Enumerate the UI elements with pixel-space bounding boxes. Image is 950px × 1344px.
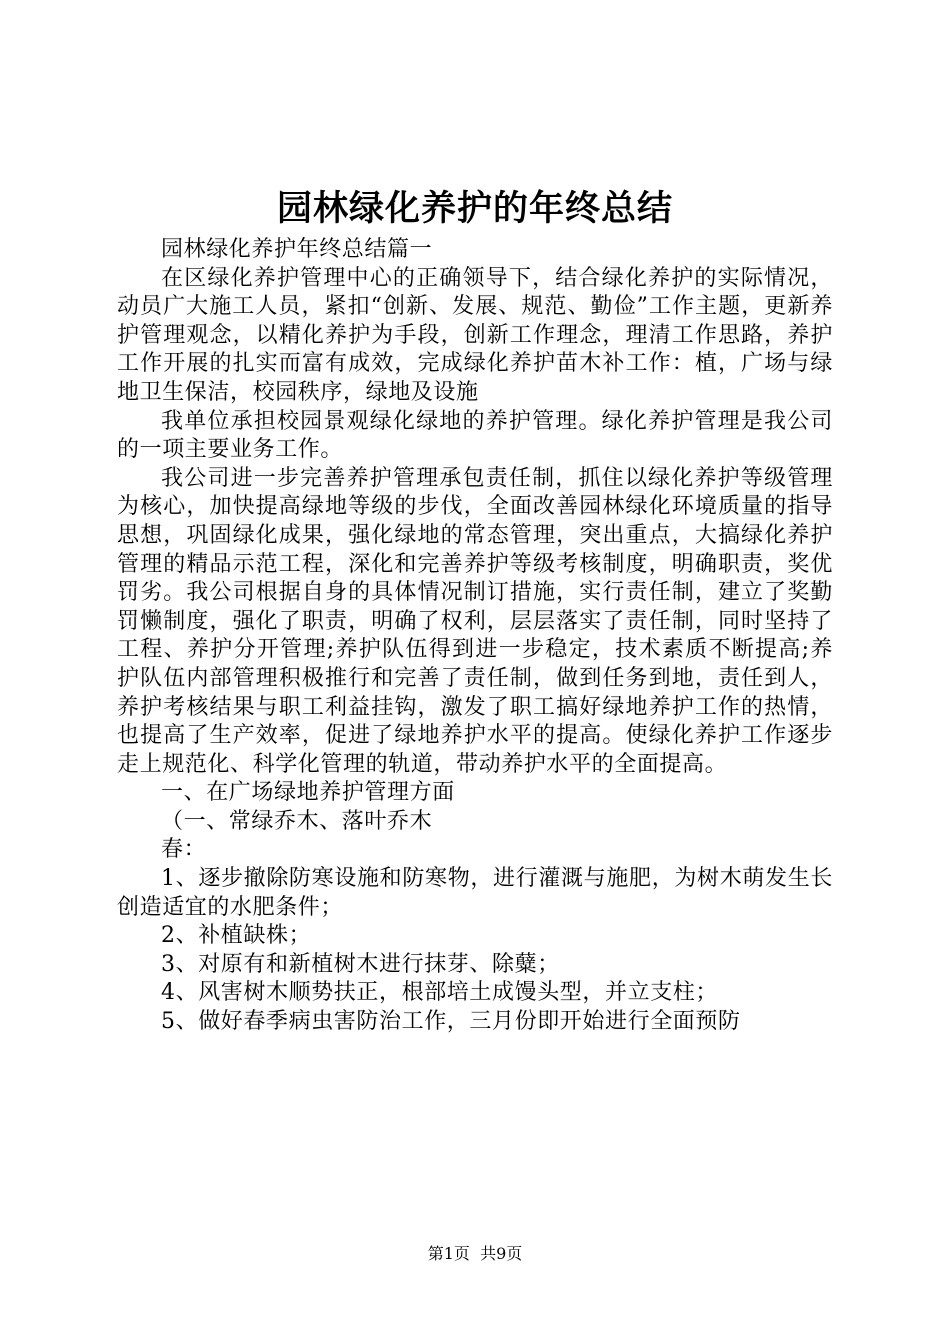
page-number-label: 第1页 共9页 (427, 1244, 523, 1263)
document-body (117, 236, 833, 1037)
section-heading: 园林绿化养护年终总结篇一 (161, 237, 433, 262)
page-footer (0, 1243, 950, 1265)
list-item: 5、做好春季病虫害防治工作，三月份即开始进行全面预防 (161, 1009, 741, 1035)
paragraph-unit: 我单位承担校园景观绿化绿地的养护管理。绿化养护管理是我公司的一项主要业务工作。 (117, 408, 833, 463)
paragraph-responsibility: 我公司进一步完善养护管理承包责任制，抓住以绿化养护等级管理为核心，加快提高绿地等级的步伐，全面改善园林绿化环境质量的指导思想，巩固绿化成果，强化绿地的常态管理，突出重点，大搞绿化养护管理的精品示范工程，深化和完善养护等级考核制度，明确职责，奖优罚劣。我公司根据自身的具体情况制订措施，实行责任制，建立了奖勤罚懒制度，强化了职责，明确了权利，层层落实了责任制，同时坚持了工程、养护分开管理;养护队伍得到进一步稳定，技术素质不断提高;养护队伍内部管理积极推行和完善了责任制，做到任务到地，责任到人，养护考核结果与职工利益挂钩，激发了职工搞好绿地养护工作的热情，也提高了生产效率，促进了绿地养护水平的提高。使绿化养护工作逐步走上规范化、科学化管理的轨道，带动养护水平的全面提高。 (117, 465, 833, 777)
document-title: 园林绿化养护的年终总结 (276, 189, 673, 229)
heading-square-greenland: 一、在广场绿地养护管理方面 (161, 780, 455, 806)
list-item: 4、风害树木顺势扶正，根部培土成馒头型，并立支柱； (161, 980, 718, 1006)
list-item: 3、对原有和新植树木进行抹芽、除糵； (161, 951, 560, 977)
subheading-spring: 春： (161, 837, 207, 863)
list-item: 1、逐步撤除防寒设施和防寒物，进行灌溉与施肥，为树木萌发生长创造适宜的水肥条件； (117, 866, 833, 920)
subheading-trees: （一、常绿乔木、落叶乔木 (161, 808, 433, 834)
paragraph-intro: 在区绿化养护管理中心的正确领导下，结合绿化养护的实际情况，动员广大施工人员，紧扣“创新、发展、规范、勤俭”工作主题，更新养护管理观念，以精化养护为手段，创新工作理念，理清工作思路，养护工作开展的扎实而富有成效，完成绿化养护苗木补工作：植，广场与绿地卫生保洁，校园秩序，绿地及设施 (117, 265, 833, 405)
list-item: 2、补植缺株； (161, 923, 312, 949)
